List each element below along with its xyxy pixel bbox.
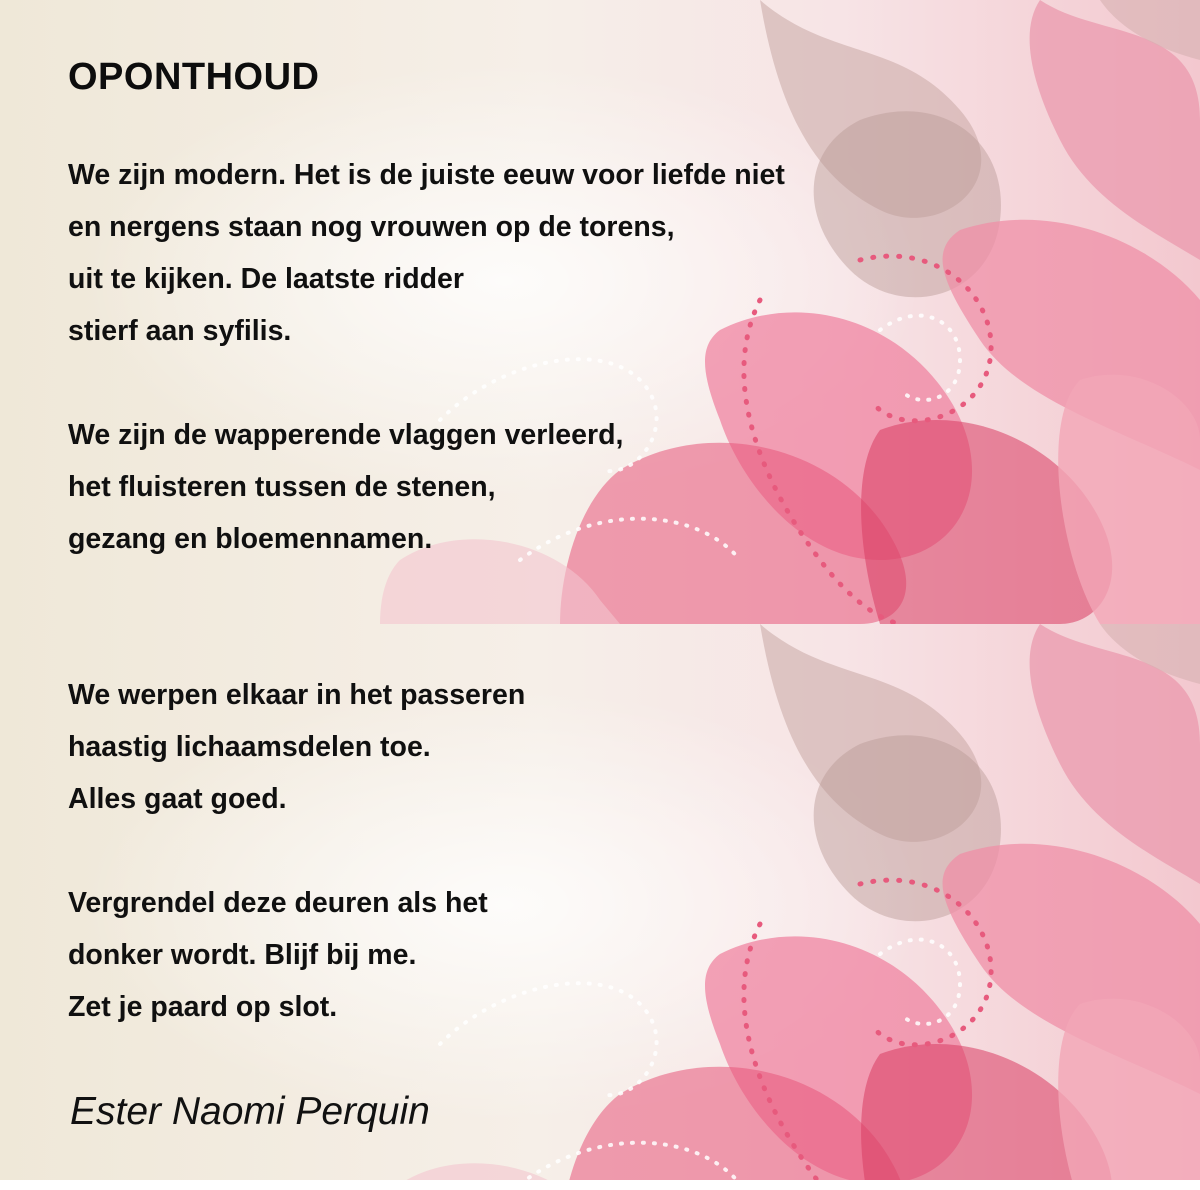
poem-line: We zijn modern. Het is de juiste eeuw voor liefde niet xyxy=(68,159,785,191)
poem-line: Vergrendel deze deuren als het xyxy=(68,887,488,919)
poem-author: Ester Naomi Perquin xyxy=(70,1090,430,1133)
poem-line: en nergens staan nog vrouwen op de torens, xyxy=(68,211,675,243)
poem-line: gezang en bloemennamen. xyxy=(68,523,433,555)
poem-line: haastig lichaamsdelen toe. xyxy=(68,731,431,763)
poem-line: donker wordt. Blijf bij me. xyxy=(68,939,417,971)
poem-line: Zet je paard op slot. xyxy=(68,991,338,1023)
poem-line: het fluisteren tussen de stenen, xyxy=(68,471,496,503)
stanza-4 xyxy=(68,877,488,1033)
stanza-2 xyxy=(68,409,623,565)
poem-line: uit te kijken. De laatste ridder xyxy=(68,263,464,295)
stanza-1 xyxy=(68,149,785,357)
poem-title: OPONTHOUD xyxy=(68,56,320,98)
poem-line: We werpen elkaar in het passeren xyxy=(68,679,526,711)
stanza-3 xyxy=(68,669,525,825)
poem-line: Alles gaat goed. xyxy=(68,783,287,815)
poem-line: We zijn de wapperende vlaggen verleerd, xyxy=(68,419,624,451)
poem-line: stierf aan syfilis. xyxy=(68,315,292,347)
